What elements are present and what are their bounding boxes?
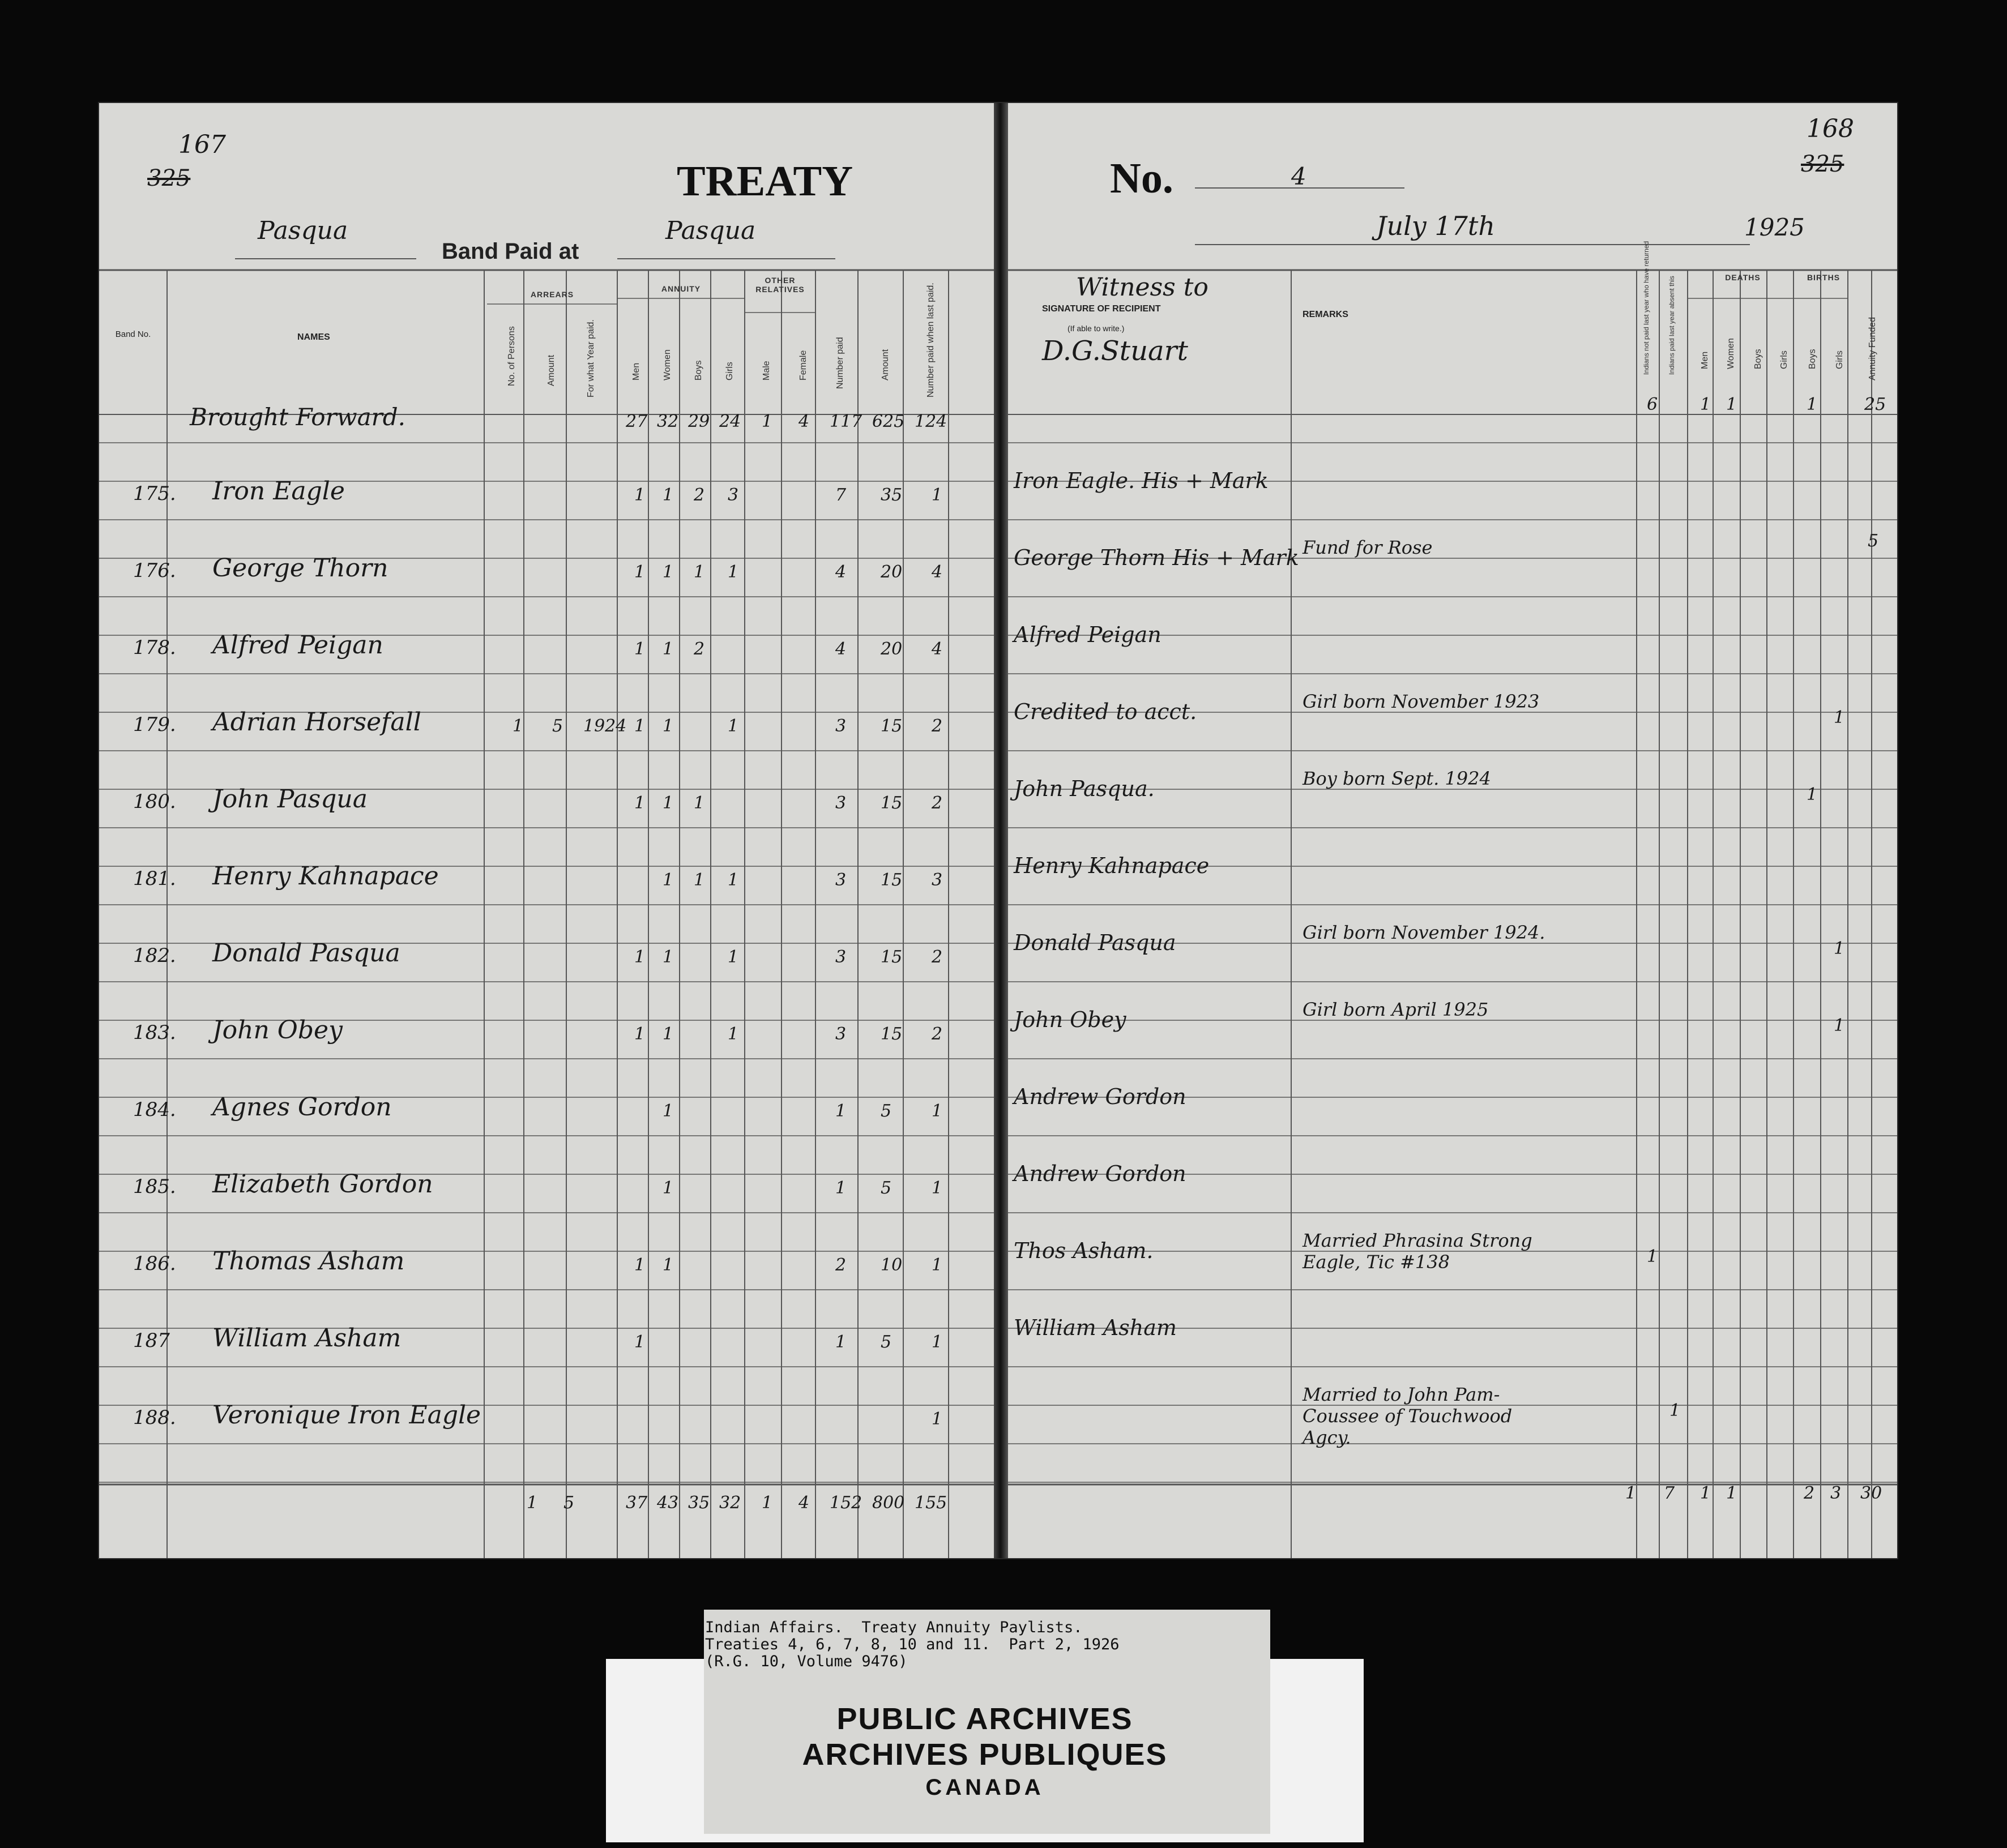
cell-women: 1 — [663, 1178, 674, 1198]
folio-right: 168 — [1807, 114, 1854, 143]
cell-amount: 15 — [881, 870, 903, 890]
member-name: Veronique Iron Eagle — [212, 1401, 481, 1430]
col-deaths-boys: Boys — [1753, 349, 1763, 369]
col-arrears-year: For what Year paid. — [586, 319, 596, 397]
cell-amount: 15 — [881, 1024, 903, 1044]
recipient-signature: Donald Pasqua — [1014, 930, 1176, 955]
cell-last: 3 — [932, 870, 943, 890]
cell-paid: 2 — [835, 1255, 847, 1275]
cell-women: 1 — [663, 1024, 674, 1044]
bf-number-paid: 117 — [830, 412, 862, 431]
col-men: Men — [631, 362, 641, 380]
bf-women: 32 — [657, 412, 679, 431]
ledger-sheet — [99, 103, 1897, 1558]
col-amount: Amount — [881, 349, 890, 380]
witness-heading: Witness to — [1076, 273, 1209, 302]
archive-name-en: PUBLIC ARCHIVES — [836, 1702, 1133, 1736]
band-number: 183. — [133, 1021, 176, 1044]
member-name: Henry Kahnapace — [212, 862, 439, 891]
band-number: 176. — [133, 559, 176, 582]
bf-amount: 625 — [872, 412, 905, 431]
col-boys: Boys — [694, 360, 703, 380]
cell-girls: 1 — [728, 716, 739, 736]
col-female: Female — [798, 350, 808, 380]
recipient-signature: William Asham — [1014, 1315, 1177, 1340]
band-label: Band Paid at — [442, 239, 579, 264]
group-annuity: ANNUITY — [661, 284, 701, 293]
col-arrears-persons: No. of Persons — [507, 326, 516, 386]
cell-paid: 4 — [835, 639, 847, 659]
band-number: 175. — [133, 482, 176, 505]
cell-amount: 5 — [881, 1332, 892, 1352]
cell-last: 1 — [932, 1255, 943, 1275]
member-name: Elizabeth Gordon — [212, 1170, 433, 1199]
member-name: William Asham — [212, 1324, 402, 1353]
col-names: NAMES — [297, 332, 330, 342]
total-arrears-persons: 1 — [527, 1493, 538, 1513]
total-funded: 30 — [1860, 1483, 1882, 1503]
cell-men: 1 — [634, 1024, 646, 1044]
cell-births-girls: 1 — [1834, 1016, 1845, 1036]
brought-forward-label: Brought Forward. — [190, 403, 405, 431]
member-name: John Pasqua — [212, 785, 368, 814]
cell-paid: 3 — [835, 716, 847, 736]
pay-date: July 17th — [1376, 211, 1496, 241]
cell-men: 1 — [634, 639, 646, 659]
recipient-signature: Henry Kahnapace — [1014, 853, 1210, 878]
total-women: 43 — [657, 1493, 679, 1513]
bf-births-boys: 1 — [1807, 395, 1818, 414]
col-paid-absent: Indians paid last year absent this — [1668, 276, 1676, 375]
cell-arr-amount: 5 — [552, 716, 563, 736]
archive-ref-line-2: Treaties 4, 6, 7, 8, 10 and 11. Part 2, 1926 — [705, 1636, 1120, 1653]
total-arrears-amount: 5 — [563, 1493, 575, 1513]
corner-left-struck: 325 — [147, 165, 191, 191]
paid-at: Pasqua — [665, 216, 756, 245]
cell-men: 1 — [634, 562, 646, 582]
cell-arr-persons: 1 — [513, 716, 524, 736]
cell-girls: 1 — [728, 947, 739, 967]
col-births-girls: Girls — [1835, 350, 1844, 369]
col-male: Male — [762, 361, 771, 380]
cell-men: 1 — [634, 485, 646, 505]
cell-women: 1 — [663, 716, 674, 736]
cell-funded: 5 — [1868, 531, 1879, 551]
cell-last: 4 — [932, 639, 943, 659]
cell-amount: 15 — [881, 947, 903, 967]
col-arrears-amount: Amount — [546, 354, 556, 386]
remarks-text: Girl born November 1923 — [1303, 691, 1540, 712]
total-female: 4 — [798, 1493, 810, 1513]
cell-paid: 3 — [835, 870, 847, 890]
remarks-text: Married Phrasina Strong Eagle, Tic #138 — [1303, 1230, 1532, 1273]
member-name: Agnes Gordon — [212, 1093, 392, 1122]
total-boys: 35 — [688, 1493, 710, 1513]
archive-name-fr: ARCHIVES PUBLIQUES — [802, 1738, 1168, 1772]
remarks-text: Girl born April 1925 — [1303, 999, 1489, 1020]
col-births-boys: Boys — [1808, 349, 1817, 369]
archive-ref-line-1: Indian Affairs. Treaty Annuity Paylists. — [705, 1619, 1083, 1636]
cell-women: 1 — [663, 1255, 674, 1275]
total-births-boys: 2 — [1804, 1483, 1815, 1503]
bf-last-paid: 124 — [915, 412, 947, 431]
col-number-last-paid: Number paid when last paid. — [926, 283, 936, 397]
cell-last: 1 — [932, 1332, 943, 1352]
cell-girls: 1 — [728, 1024, 739, 1044]
member-name: Donald Pasqua — [212, 939, 400, 968]
cell-last: 4 — [932, 562, 943, 582]
cell-amount: 15 — [881, 793, 903, 813]
cell-last: 1 — [932, 1409, 943, 1429]
cell-girls: 1 — [728, 870, 739, 890]
col-band-no: Band No. — [115, 330, 151, 339]
bf-deaths-men: 1 — [1700, 395, 1711, 414]
remarks-text: Married to John Pam-Coussee of Touchwood Agcy. — [1303, 1384, 1513, 1448]
left-page — [99, 103, 994, 1558]
bf-returned: 6 — [1647, 395, 1658, 414]
total-returned: 1 — [1625, 1483, 1637, 1503]
member-name: Iron Eagle — [212, 477, 345, 506]
cell-last: 2 — [932, 793, 943, 813]
cell-amount: 35 — [881, 485, 903, 505]
cell-amount: 20 — [881, 562, 903, 582]
cell-paid: 1 — [835, 1178, 847, 1198]
corner-right-struck: 325 — [1801, 151, 1844, 177]
cell-last: 2 — [932, 716, 943, 736]
cell-women: 1 — [663, 947, 674, 967]
col-deaths-women: Women — [1726, 338, 1736, 369]
right-page — [1008, 103, 1897, 1558]
cell-men: 1 — [634, 793, 646, 813]
member-name: Thomas Asham — [212, 1247, 405, 1276]
cell-boys: 2 — [694, 485, 705, 505]
cell-boys: 1 — [694, 870, 705, 890]
cell-last: 2 — [932, 947, 943, 967]
cell-last: 1 — [932, 1101, 943, 1121]
if-able-note: (If able to write.) — [1067, 324, 1125, 333]
member-name: John Obey — [212, 1016, 343, 1045]
cell-last: 1 — [932, 1178, 943, 1198]
cell-men: 1 — [634, 947, 646, 967]
band-number: 186. — [133, 1252, 176, 1275]
treaty-title: TREATY — [677, 157, 853, 205]
book-spine — [994, 103, 1008, 1558]
bf-funded: 25 — [1864, 395, 1886, 414]
band-number: 188. — [133, 1406, 176, 1429]
signature-heading: SIGNATURE OF RECIPIENT — [1042, 304, 1161, 314]
cell-last: 1 — [932, 485, 943, 505]
cell-absent: 1 — [1669, 1401, 1681, 1421]
bf-male: 1 — [762, 412, 773, 431]
cell-amount: 15 — [881, 716, 903, 736]
band-number: 178. — [133, 636, 176, 659]
cell-paid: 7 — [835, 485, 847, 505]
recipient-signature: Credited to acct. — [1014, 699, 1197, 724]
total-male: 1 — [762, 1493, 773, 1513]
archive-country: CANADA — [925, 1775, 1044, 1800]
group-deaths: DEATHS — [1725, 273, 1761, 282]
band-name: Pasqua — [258, 216, 348, 245]
cell-women: 1 — [663, 870, 674, 890]
band-number: 184. — [133, 1098, 176, 1121]
recipient-signature: John Obey — [1014, 1007, 1126, 1032]
folio-left: 167 — [178, 130, 226, 159]
cell-men: 1 — [634, 1255, 646, 1275]
remarks-text: Girl born November 1924. — [1303, 922, 1545, 943]
cell-births-girls: 1 — [1834, 939, 1845, 959]
member-name: George Thorn — [212, 554, 388, 583]
cell-women: 1 — [663, 639, 674, 659]
total-men: 37 — [626, 1493, 648, 1513]
cell-amount: 5 — [881, 1178, 892, 1198]
col-women: Women — [663, 349, 672, 380]
pay-year: 1925 — [1744, 213, 1805, 241]
bf-female: 4 — [798, 412, 810, 431]
band-number: 182. — [133, 944, 176, 967]
cell-girls: 3 — [728, 485, 739, 505]
col-not-paid-returned: Indians not paid last year who have returned — [1642, 241, 1650, 375]
witness-name: D.G.Stuart — [1042, 335, 1188, 367]
total-births-girls: 3 — [1830, 1483, 1842, 1503]
col-number-paid: Number paid — [835, 337, 845, 389]
cell-women: 1 — [663, 1101, 674, 1121]
cell-last: 2 — [932, 1024, 943, 1044]
treaty-number: 4 — [1291, 162, 1306, 190]
bf-boys: 29 — [688, 412, 710, 431]
bf-deaths-women: 1 — [1726, 395, 1737, 414]
recipient-signature: George Thorn His + Mark — [1014, 545, 1299, 570]
cell-boys: 1 — [694, 562, 705, 582]
cell-paid: 3 — [835, 1024, 847, 1044]
cell-amount: 20 — [881, 639, 903, 659]
cell-amount: 5 — [881, 1101, 892, 1121]
band-number: 185. — [133, 1175, 176, 1198]
recipient-signature: Thos Asham. — [1014, 1238, 1154, 1263]
cell-men: 1 — [634, 716, 646, 736]
cell-women: 1 — [663, 485, 674, 505]
bf-men: 27 — [626, 412, 648, 431]
archive-ref-line-3: (R.G. 10, Volume 9476) — [705, 1653, 908, 1670]
bf-girls: 24 — [719, 412, 741, 431]
total-last-paid: 155 — [915, 1493, 947, 1513]
recipient-signature: Andrew Gordon — [1014, 1084, 1186, 1109]
cell-girls: 1 — [728, 562, 739, 582]
col-deaths-men: Men — [1700, 351, 1710, 369]
recipient-signature: Alfred Peigan — [1014, 622, 1162, 647]
band-number: 187 — [133, 1329, 170, 1352]
recipient-signature: Iron Eagle. His + Mark — [1014, 468, 1269, 493]
total-deaths-men: 1 — [1700, 1483, 1711, 1503]
cell-boys: 1 — [694, 793, 705, 813]
group-arrears: ARREARS — [530, 290, 574, 299]
col-annuity-funded: Annuity Funded — [1868, 316, 1877, 380]
total-amount: 800 — [872, 1493, 905, 1513]
cell-paid: 1 — [835, 1101, 847, 1121]
cell-paid: 4 — [835, 562, 847, 582]
group-other-relatives: OTHER RELATIVES — [755, 276, 805, 294]
no-label: No. — [1110, 155, 1173, 202]
cell-women: 1 — [663, 562, 674, 582]
total-deaths-women: 1 — [1726, 1483, 1737, 1503]
recipient-signature: John Pasqua. — [1014, 776, 1155, 801]
band-number: 181. — [133, 867, 176, 890]
cell-returned: 1 — [1647, 1247, 1658, 1267]
cell-women: 1 — [663, 793, 674, 813]
group-births: BIRTHS — [1807, 273, 1841, 282]
col-remarks: REMARKS — [1303, 310, 1348, 319]
col-deaths-girls: Girls — [1779, 350, 1789, 369]
cell-amount: 10 — [881, 1255, 903, 1275]
cell-boys: 2 — [694, 639, 705, 659]
band-number: 179. — [133, 713, 176, 736]
band-number: 180. — [133, 790, 176, 813]
total-paid: 152 — [830, 1493, 862, 1513]
cell-paid: 3 — [835, 793, 847, 813]
recipient-signature: Andrew Gordon — [1014, 1161, 1186, 1186]
total-girls: 32 — [719, 1493, 741, 1513]
remarks-text: Boy born Sept. 1924 — [1303, 768, 1491, 789]
cell-paid: 1 — [835, 1332, 847, 1352]
member-name: Adrian Horsefall — [212, 708, 421, 737]
cell-arr-year: 1924 — [583, 716, 627, 736]
col-girls: Girls — [725, 362, 735, 380]
archive-reference-text — [705, 1619, 1271, 1670]
cell-men: 1 — [634, 1332, 646, 1352]
total-absent: 7 — [1664, 1483, 1675, 1503]
cell-paid: 3 — [835, 947, 847, 967]
remarks-text: Fund for Rose — [1303, 537, 1433, 558]
cell-births-girls: 1 — [1834, 708, 1845, 728]
cell-births-boys: 1 — [1807, 785, 1818, 805]
member-name: Alfred Peigan — [212, 631, 383, 660]
